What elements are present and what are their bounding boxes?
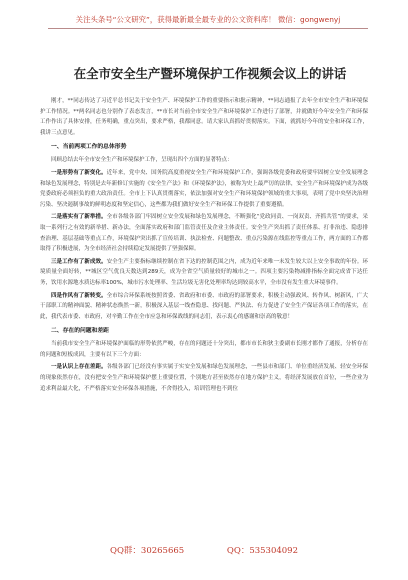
section-heading: 一、当前两项工作的总体形势 <box>51 144 127 151</box>
paragraph-text: 当前我市安全生产和环境保护面临的形势依然严峻，存在的问题还十分突出，都市市长和狄主委副市长刚才都作了通报，分析存在的问题和短板成因，主要有以下三个方面： <box>40 341 368 358</box>
header-banner: 关注头条号“公文研究”，获得最新最全最专业的公文资料库！ 微信：gongwenyj <box>48 14 368 29</box>
footer <box>0 544 408 556</box>
body-paragraph <box>40 155 368 166</box>
paragraph-lead: 一是形势有了新变化。 <box>51 169 107 176</box>
paragraph-text: 近年来，党中央、国务院高度重视安全生产和环境保护工作，强调各级党委和政府要牢固树立安全发展理念和绿色发展理念，特别是去年新修订实施的《安全生产法》和《环境保护法》，被称为史上最严厉的法律，安全生产和环境保护成为各级党委政府必须担负的重大政治责任。全市上下认真贯彻落实，依法加强对安全生产和环境保护领域的重大事项，表明了党中央坚决治理污染、坚决遏制事故的鲜明态度和坚定信心，这些都为我们做好安全生产和环保工作提供了重要遵循。 <box>40 169 368 208</box>
paragraph-text: 回顾总结去年全市安全生产和环境保护工作，呈现出四个方面的显著特点： <box>51 157 233 164</box>
paragraph-lead: 四是作风有了新转变。 <box>51 292 107 299</box>
paragraph-text: 各级各部门已经没有事实属于实安全发展和绿色发展理念，一些县市和部门、单位重经济发展、轻安全环保的现象依然存在，没有把安全生产和环境保护摆上重要位置，个别地方甚至依然存在地方保护主义，将经济发展放在首位，一些企业为追求利益最大化，不严格落实安全环保各项措施，不舍得投入，培训管理也不到位 <box>40 364 368 392</box>
body-paragraph <box>40 362 368 394</box>
paragraph-lead: 一是认识上存在差距。 <box>51 364 107 371</box>
section-heading: 二、存在的问题和差距 <box>51 328 109 335</box>
body-paragraph <box>40 257 368 289</box>
footer-qq-group: QQ群：30265665 <box>109 546 185 556</box>
body-paragraph <box>40 339 368 360</box>
body-paragraph <box>40 96 368 138</box>
body-paragraph <box>40 291 368 323</box>
body-paragraph <box>40 212 368 254</box>
paragraph-text: 安全生产主要指标继续控制在省下达的控制范围之内，成为近年来唯一未发生较大以上安全事故的年份。环境质量全面好转，**城区空气优良天数达到289天，成为全省空气质量较好的城市之一。四项主要污染物减排指标全面完成省下达任务，饮用水源地水质达标率100%，城市污水处理率、生活垃圾无害化处理率均达到较高水平，全市没有发生重大环境事件。 <box>40 258 368 286</box>
document-body <box>40 96 368 396</box>
paragraph-lead: 二是落实有了新举措。 <box>51 214 107 221</box>
paragraph-text: 全市各级各部门牢固树立安全发展和绿色发展理念，不断强化“党政同责、一岗双责、齐抓共管”的要求，采取一系列行之有效的新举措、新办法，全面落实政府和部门监管责任及企业主体责任。安全生产突出抓了责任体系、打非治违、隐患排查治理、基层基础等重点工作，环境保护突出抓了宣传培训、执法检查、问题整改、重点污染源在线监控等重点工作，两方面的工作都取得了积极进展，为全市经济社会持续稳定发展提供了坚强保障。 <box>40 214 368 253</box>
paragraph-text: 全市综合环保系统按照省委、省政府和市委、市政府的部署要求，积极主动强政风、转作风、树新风，广大干部职工的精神面貌、精神状态焕然一新，积极深入基层一线查隐患、找问题、严执法、有力促进了安全生产保证各项工作的落实，在此，我代表市委、市政府，对辛勤工作在全市应急和环保战线的同志们，表示衷心的感谢和崇高的敬意！ <box>40 292 368 320</box>
document-title: 在全市安全生产暨环境保护工作视频会议上的讲话 <box>73 66 347 81</box>
footer-qq: QQ：535304092 <box>226 546 298 556</box>
body-paragraph <box>40 168 368 210</box>
paragraph-lead: 三是工作有了新成效。 <box>51 258 107 265</box>
paragraph-text: 刚才，**同志传达了习近平总书记关于安全生产、环境保护工作的重要指示和批示精神，**同志通报了去年全市安全生产和环境保护工作情况。**两名同志也分别作了表态发言，**市长对当前全市安全生产和环境保护工作进行了部署，并就做好今年安全生产和环保工作作出了具体安排，任务明确，重点突出，要求严格，我都同意。请大家认真抓好贯彻落实。下面，就抓好今年的安全和环保工作，我讲三点意见。 <box>40 98 368 136</box>
